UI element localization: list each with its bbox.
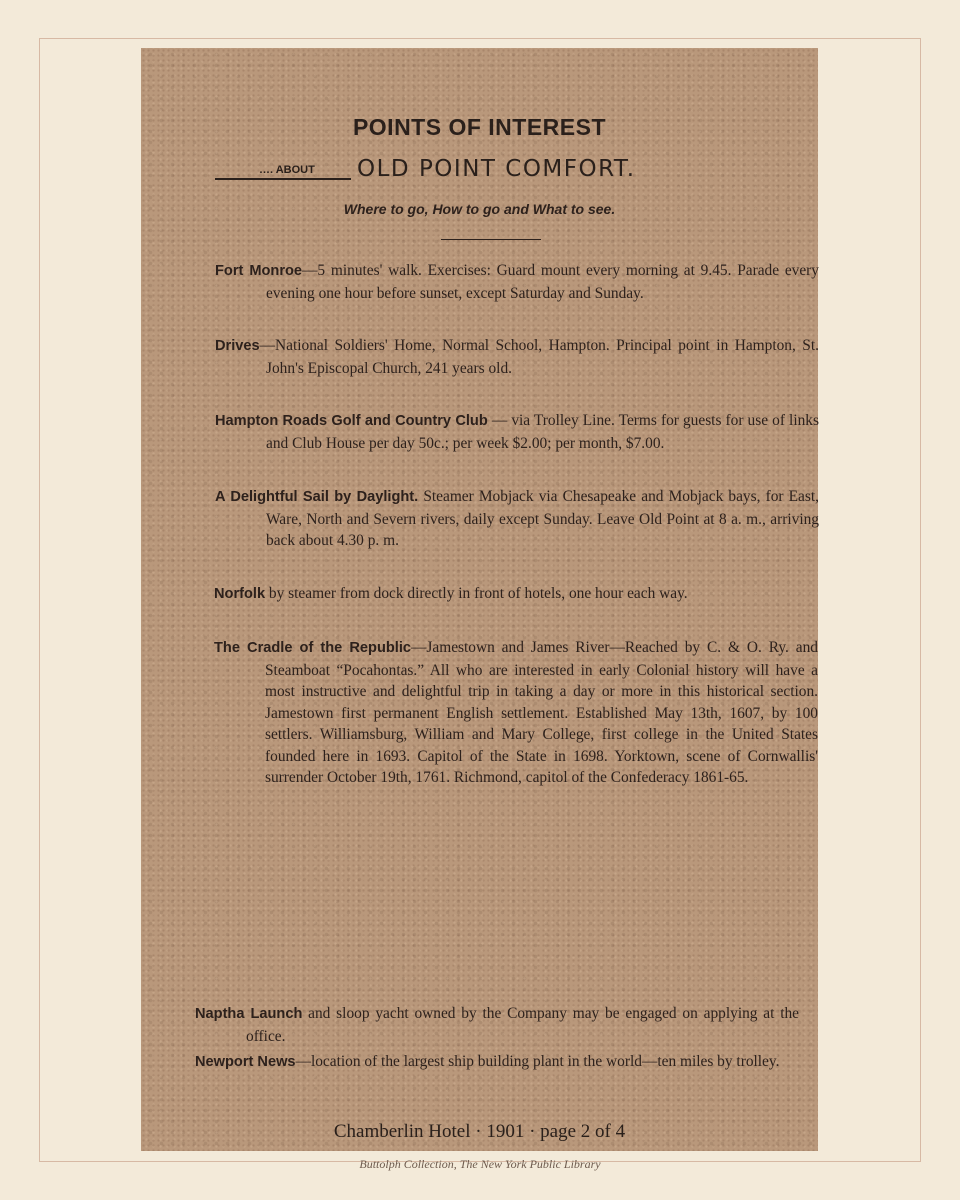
- about-label: …. ABOUT: [259, 164, 315, 176]
- entry-text: and sloop yacht owned by the Company may be engaged on applying at the office.: [246, 1005, 799, 1045]
- entry-head: The Cradle of the Republic: [214, 640, 412, 656]
- entry-drives: [215, 335, 819, 379]
- entry-text: —National Soldiers' Home, Normal School, Hampton. Principal point in Hampton, St. John's Episcopal Church, 241 years old.: [259, 337, 819, 377]
- entry-norfolk: [214, 583, 818, 606]
- entry-text: —location of the largest ship building plant in the world—ten miles by trolley.: [295, 1053, 780, 1070]
- entry-naptha-launch: [195, 1003, 799, 1047]
- entry-head: Hampton Roads Golf and Country Club: [215, 413, 488, 429]
- entry-head: Naptha Launch: [195, 1006, 303, 1022]
- tagline: Where to go, How to go and What to see.: [343, 201, 616, 217]
- entry-newport-news: [195, 1051, 799, 1074]
- entry-text: —Jamestown and James River—Reached by C. & O. Ry. and Steamboat “Pocahontas.” All who are interested in early Colonial history will have a most instructive and delightful trip in taking a day or more in this historical section. Jamestown first permanent English settlement. Established May 13th, 1607, by 100 settlers. Williamsburg, William and Mary College, first college in the United States founded here in 1693. Capitol of the State in 1698. Yorktown, scene of Cornwallis' surrender October 19th, 1761. Richmond, capitol of the Confederacy 1861-65.: [265, 639, 818, 786]
- place-name: OLD POINT COMFORT.: [357, 156, 636, 182]
- entry-head: A Delightful Sail by Daylight.: [215, 489, 419, 505]
- collection-credit: Buttolph Collection, The New York Public Library: [359, 1157, 601, 1171]
- page-title: POINTS OF INTEREST: [352, 114, 607, 140]
- entry-head: Norfolk: [214, 586, 266, 602]
- entry-sail: [215, 486, 819, 552]
- entry-golf-club: [215, 410, 819, 454]
- subtitle-row: [215, 156, 775, 186]
- entry-text: —5 minutes' walk. Exercises: Guard mount every morning at 9.45. Parade every evening one hour before sunset, except Saturday and Sunday.: [266, 262, 819, 302]
- entry-cradle-republic: [214, 637, 818, 789]
- entry-head: Newport News: [195, 1054, 296, 1070]
- entry-head: Fort Monroe: [215, 263, 303, 279]
- entry-text: Steamer Mobjack via Chesapeake and Mobjack bays, for East, Ware, North and Severn rivers, daily except Sunday. Leave Old Point at 8 a. m., arriving back about 4.30 p. m.: [266, 488, 819, 549]
- about-rule: [215, 178, 351, 180]
- entry-text: by steamer from dock directly in front of hotels, one hour each way.: [265, 585, 688, 602]
- page-footer: Chamberlin Hotel · 1901 · page 2 of 4: [333, 1121, 626, 1142]
- document-page: [141, 48, 818, 1151]
- entry-fort-monroe: [215, 260, 819, 304]
- divider: [441, 239, 541, 240]
- entry-text: — via Trolley Line. Terms for guests for use of links and Club House per day 50c.; per week $2.00; per month, $7.00.: [266, 412, 819, 452]
- entry-head: Drives: [215, 338, 260, 354]
